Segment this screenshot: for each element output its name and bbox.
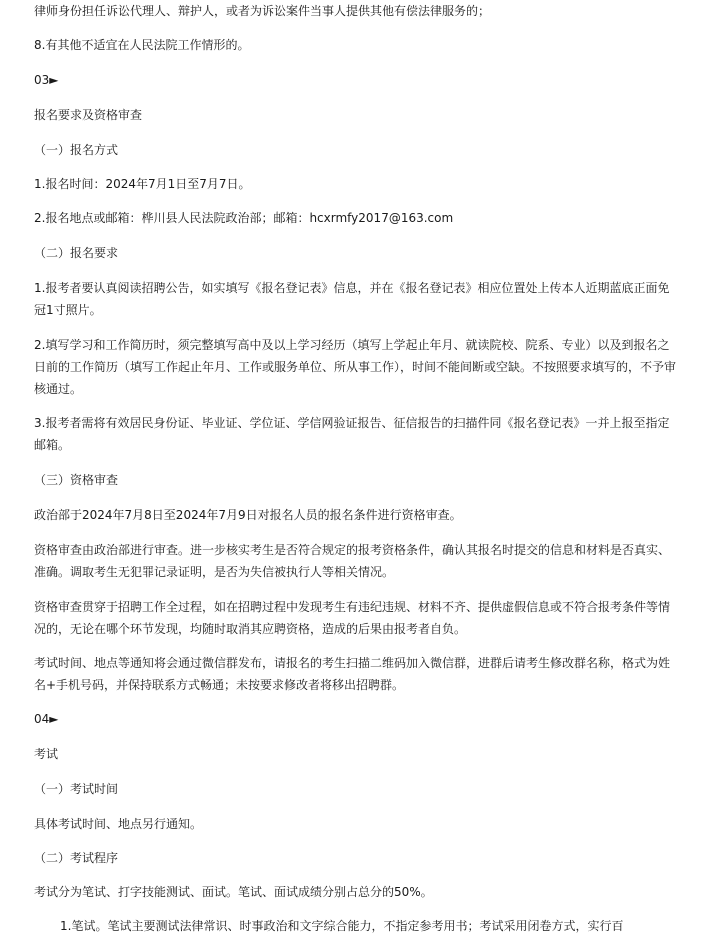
paragraph-review-dates: 政治部于2024年7月8日至2024年7月9日对报名人员的报名条件进行资格审查。 [34,508,462,522]
paragraph-review-process: 资格审查由政治部进行审查。进一步核实考生是否符合规定的报考资格条件，确认其报名时提交的信息和材料是否真实、准确。调取考生无犯罪记录证明，是否为失信被执行人等相关情况。 [34,543,671,579]
paragraph-wechat-notice: 考试时间、地点等通知将会通过微信群发布，请报名的考生扫描二维码加入微信群，进群后请考生修改群名称，格式为姓名+手机号码，并保持联系方式畅通；未按要求修改者将移出招聘群。 [34,656,671,692]
section-heading-registration: 报名要求及资格审查 [34,108,143,122]
subheading-registration-method: （一）报名方式 [34,143,119,157]
paragraph-requirement-3: 3.报考者需将有效居民身份证、毕业证、学位证、学信网验证报告、征信报告的扫描件同《报名登记表》一并上报至指定邮箱。 [34,416,670,452]
section-number-03: 03► [34,73,59,87]
paragraph-registration-place: 2.报名地点或邮箱：桦川县人民法院政治部；邮箱：hcxrmfy2017@163.com [34,211,454,225]
paragraph-lawyer-clause: 律师身份担任诉讼代理人、辩护人，或者为诉讼案件当事人提供其他有偿法律服务的； [34,4,491,18]
paragraph-exam-composition: 考试分为笔试、打字技能测试、面试。笔试、面试成绩分别占总分的50%。 [34,885,433,899]
subheading-qualification-review: （三）资格审查 [34,473,119,487]
section-number-04: 04► [34,712,59,726]
subheading-exam-procedure: （二）考试程序 [34,851,119,865]
paragraph-requirement-1: 1.报考者要认真阅读招聘公告，如实填写《报名登记表》信息，并在《报名登记表》相应位置处上传本人近期蓝底正面免冠1寸照片。 [34,281,670,317]
subheading-registration-requirements: （二）报名要求 [34,246,119,260]
section-heading-exam: 考试 [34,747,59,761]
paragraph-review-throughout: 资格审查贯穿于招聘工作全过程，如在招聘过程中发现考生有违纪违规、材料不齐、提供虚假信息或不符合报考条件等情况的，无论在哪个环节发现，均随时取消其应聘资格，造成的后果由报考者自负。 [34,600,671,636]
paragraph-exam-time-notice: 具体考试时间、地点另行通知。 [34,817,203,831]
subheading-exam-time: （一）考试时间 [34,782,119,796]
paragraph-requirement-2: 2.填写学习和工作简历时，须完整填写高中及以上学习经历（填写上学起止年月、就读院校、院系、专业）以及到报名之日前的工作简历（填写工作起止年月、工作或服务单位、所从事工作），时间不能间断或空缺。不按照要求填写的，不予审核通过。 [34,338,677,396]
paragraph-written-exam: 1.笔试。笔试主要测试法律常识、时事政治和文字综合能力，不指定参考用书；考试采用闭卷方式，实行百 [60,919,624,933]
paragraph-registration-time: 1.报名时间：2024年7月1日至7月7日。 [34,177,251,191]
paragraph-item-8: 8.有其他不适宜在人民法院工作情形的。 [34,38,250,52]
